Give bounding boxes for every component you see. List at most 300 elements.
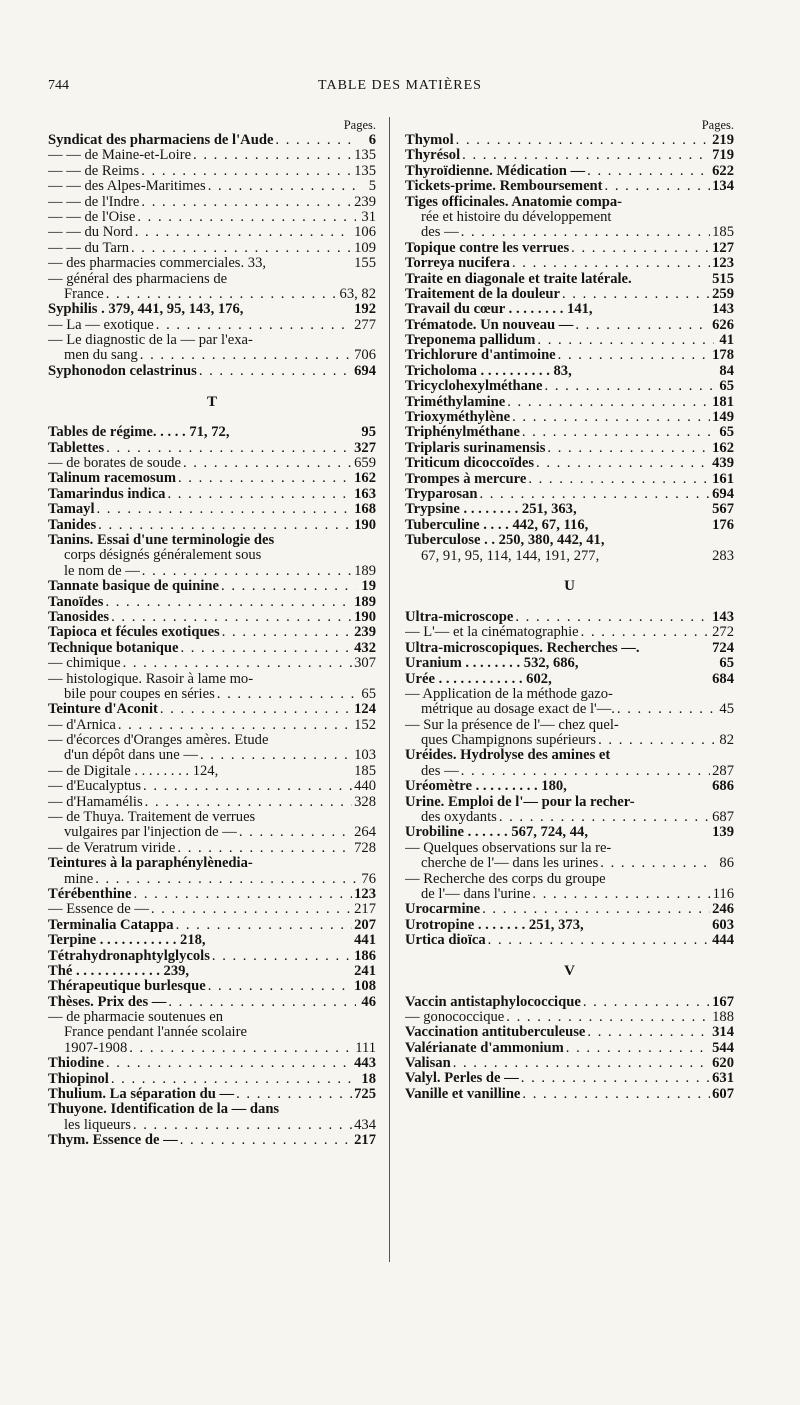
dot-leader <box>123 656 353 671</box>
entry-line <box>48 302 376 317</box>
entry-line <box>48 625 376 640</box>
page-ref: 259 <box>712 286 734 302</box>
entry-text: — L'— et la cinématographie <box>405 625 579 641</box>
entry-text: Talinum racemosum <box>48 471 176 487</box>
page-ref: 432 <box>354 640 376 656</box>
index-entry <box>405 825 734 840</box>
entry-line <box>48 564 376 579</box>
entry-line <box>48 133 376 148</box>
entry-text: le nom de — <box>64 563 140 579</box>
section-letter: V <box>564 962 575 979</box>
entry-text: Tétrahydronaphtylglycols <box>48 948 210 964</box>
entry-line <box>405 333 734 348</box>
entry-line <box>48 656 376 671</box>
entry-text: Ultra-microscope <box>405 609 514 625</box>
section-letter: U <box>564 578 575 595</box>
dot-leader <box>199 364 352 379</box>
page-ref: 217 <box>354 1133 376 1149</box>
index-entry <box>48 595 376 610</box>
entry-line <box>48 241 376 256</box>
entry-text: — — du Nord <box>48 225 133 241</box>
dot-leader <box>145 795 352 810</box>
entry-line <box>405 379 734 394</box>
entry-text: — — de l'Oise <box>48 209 136 225</box>
dot-leader <box>151 902 352 917</box>
entry-line <box>48 1102 376 1117</box>
page-ref: 441 <box>354 933 376 949</box>
entry-text: — d'écorces d'Oranges amères. Etude <box>48 733 269 749</box>
page-ref: 246 <box>712 902 734 918</box>
dot-leader <box>453 1056 710 1071</box>
dot-leader <box>178 471 352 486</box>
index-entry <box>405 287 734 302</box>
dot-leader <box>558 348 710 363</box>
page-ref: 127 <box>712 240 734 256</box>
entry-line <box>405 672 734 687</box>
index-entry <box>48 949 376 964</box>
dot-leader <box>537 333 714 348</box>
entry-text: vulgaires par l'injection de — <box>64 825 237 841</box>
entry-text: Thé . . . . . . . . . . . . 239, <box>48 963 190 979</box>
entry-line <box>48 979 376 994</box>
index-entry <box>48 441 376 456</box>
entry-text: Urine. Emploi de l'— pour la recher- <box>405 794 635 810</box>
page-ref: 19 <box>361 579 376 595</box>
page-ref: 287 <box>712 763 734 779</box>
page-ref: 106 <box>354 225 376 241</box>
entry-line <box>405 364 734 379</box>
entry-line <box>405 456 734 471</box>
index-entry <box>405 918 734 933</box>
index-entry <box>48 456 376 471</box>
page-ref: 168 <box>354 502 376 518</box>
entry-text: — de Thuya. Traitement de verrues <box>48 810 256 826</box>
entry-line <box>405 887 734 902</box>
index-entry <box>405 841 734 872</box>
entry-line <box>48 364 376 379</box>
entry-text: — Sur la présence de l'— chez quel- <box>405 717 619 733</box>
entry-line <box>48 148 376 163</box>
dot-leader <box>106 441 352 456</box>
page-ref: 283 <box>712 548 734 564</box>
entry-line <box>405 918 734 933</box>
entry-line <box>405 272 734 287</box>
page-ref: 443 <box>354 1056 376 1072</box>
dot-leader <box>522 1087 710 1102</box>
entry-text: Thiodine <box>48 1056 104 1072</box>
index-entry <box>48 487 376 502</box>
page-ref: 434 <box>354 1117 376 1133</box>
index-entry <box>48 1102 376 1133</box>
page-ref: 103 <box>354 748 376 764</box>
index-entry <box>405 441 734 456</box>
entry-text: Tapioca et fécules exotiques <box>48 625 220 641</box>
page-ref: 162 <box>354 471 376 487</box>
entry-line <box>405 1041 734 1056</box>
index-entry <box>48 425 376 440</box>
index-entry <box>405 241 734 256</box>
index-entry <box>405 1087 734 1102</box>
index-entry <box>48 579 376 594</box>
page-ref: 327 <box>354 440 376 456</box>
entry-text: Triméthylamine <box>405 394 506 410</box>
page-ref: 186 <box>354 948 376 964</box>
page-ref: 149 <box>712 410 734 426</box>
page-ref: 241 <box>354 963 376 979</box>
index-entry <box>405 333 734 348</box>
entry-line <box>405 549 734 564</box>
entry-text: cherche de l'— dans les urines <box>421 856 599 872</box>
dot-leader <box>142 564 352 579</box>
entry-text: Tanosides <box>48 609 110 625</box>
dot-leader <box>587 164 710 179</box>
entry-text: d'un dépôt dans une — <box>64 748 198 764</box>
entry-line <box>405 1087 734 1102</box>
entry-text: les liqueurs <box>64 1117 131 1133</box>
dot-leader <box>118 718 352 733</box>
entry-text: métrique au dosage exact de l'—. <box>421 702 615 718</box>
dot-leader <box>168 995 356 1010</box>
entry-text: des oxydants <box>421 810 497 826</box>
page-ref: 6 <box>368 133 376 148</box>
page-ref: 65 <box>719 656 734 672</box>
entry-line <box>405 164 734 179</box>
entry-text: Thyrésol <box>405 148 461 164</box>
index-entry <box>405 472 734 487</box>
entry-text: — chimique <box>48 656 121 672</box>
dot-leader <box>515 610 710 625</box>
page-ref: 63, 82 <box>339 286 376 302</box>
entry-line <box>48 441 376 456</box>
index-entry <box>48 225 376 240</box>
page-ref: 277 <box>354 317 376 333</box>
page-ref: 5 <box>368 179 376 195</box>
index-entry <box>405 502 734 517</box>
index-entry <box>48 364 376 379</box>
index-entry <box>405 748 734 779</box>
page-ref: 192 <box>354 302 376 318</box>
dot-leader <box>562 287 710 302</box>
dot-leader <box>462 148 710 163</box>
entry-text: Triticum dicoccoïdes <box>405 456 535 472</box>
page-ref: 163 <box>354 486 376 502</box>
entry-text: Ultra-microscopiques. Recherches —. <box>405 640 640 656</box>
entry-text: Tannate basique de quinine <box>48 579 220 595</box>
entry-line <box>48 179 376 194</box>
entry-line <box>48 195 376 210</box>
index-entry <box>48 733 376 764</box>
left-column <box>48 117 376 1149</box>
dot-leader <box>600 856 714 871</box>
dot-leader <box>617 702 714 717</box>
entry-line <box>405 195 734 210</box>
index-entry <box>405 902 734 917</box>
entry-text: Terpine . . . . . . . . . . . 218, <box>48 933 206 949</box>
index-entry <box>48 533 376 579</box>
entry-text: Tablettes <box>48 440 105 456</box>
entry-text: Vaccination antituberculeuse <box>405 1025 586 1041</box>
dot-leader <box>507 395 710 410</box>
dot-leader <box>193 148 352 163</box>
entry-text: 1907-1908 <box>64 1040 128 1056</box>
index-entry <box>48 333 376 364</box>
index-entry <box>405 395 734 410</box>
page-ref: 124 <box>354 702 376 718</box>
entry-text: Uréides. Hydrolyse des amines et <box>405 748 611 764</box>
dot-leader <box>137 210 356 225</box>
index-entry <box>405 410 734 425</box>
entry-line <box>405 1010 734 1025</box>
entry-line <box>48 995 376 1010</box>
dot-leader <box>461 764 710 779</box>
entry-line <box>405 502 734 517</box>
entry-line <box>405 718 734 733</box>
entry-line <box>48 641 376 656</box>
index-entry <box>405 133 734 148</box>
index-entry <box>405 425 734 440</box>
page-ref: 46 <box>361 994 376 1010</box>
page-ref: 239 <box>354 625 376 641</box>
index-entry <box>405 348 734 363</box>
entry-text: rée et histoire du développement <box>421 209 612 225</box>
entry-line <box>48 487 376 502</box>
entry-line <box>405 148 734 163</box>
entry-line <box>405 472 734 487</box>
entry-line <box>48 825 376 840</box>
dot-leader <box>575 318 710 333</box>
index-entry <box>405 672 734 687</box>
dot-leader <box>571 241 710 256</box>
entry-line <box>405 518 734 533</box>
index-entry <box>48 241 376 256</box>
index-entry <box>48 656 376 671</box>
entry-text: Teinture d'Aconit <box>48 702 158 718</box>
entry-line <box>405 395 734 410</box>
dot-leader <box>129 1041 353 1056</box>
entry-text: Topique contre les verrues <box>405 240 570 256</box>
entry-line <box>48 733 376 748</box>
entry-text: Thymol <box>405 133 454 148</box>
page-ref: 694 <box>712 486 734 502</box>
index-entry <box>405 318 734 333</box>
entry-line <box>48 856 376 871</box>
entry-line <box>48 902 376 917</box>
entry-text: Travail du cœur . . . . . . . . 141, <box>405 302 593 318</box>
page-ref: 65 <box>719 425 734 441</box>
dot-leader <box>536 456 710 471</box>
entry-text: — de Digitale . . . . . . . . 124, <box>48 763 219 779</box>
index-entry <box>405 610 734 625</box>
entry-text: — — de l'Indre <box>48 194 140 210</box>
index-entry <box>405 718 734 749</box>
entry-text: bile pour coupes en séries <box>64 686 215 702</box>
entry-text: France pendant l'année scolaire <box>64 1025 247 1041</box>
index-entry <box>405 795 734 826</box>
entry-line <box>405 287 734 302</box>
entry-text: Uranium . . . . . . . . 532, 686, <box>405 656 579 672</box>
dot-leader <box>587 1025 710 1040</box>
index-entry <box>405 779 734 794</box>
entry-line <box>48 702 376 717</box>
entry-text: men du sang <box>64 348 138 364</box>
page-ref: 684 <box>712 671 734 687</box>
entry-line <box>405 687 734 702</box>
index-entry <box>48 918 376 933</box>
page-ref: 108 <box>354 979 376 995</box>
entry-line <box>48 718 376 733</box>
dot-leader <box>208 979 352 994</box>
entry-text: Thulium. La séparation du — <box>48 1087 235 1103</box>
index-entry <box>48 272 376 303</box>
page-ref: 181 <box>712 394 734 410</box>
entry-text: Trypsine . . . . . . . . 251, 363, <box>405 502 577 518</box>
index-entry <box>48 702 376 717</box>
dot-leader <box>180 641 352 656</box>
index-entry <box>405 995 734 1010</box>
dot-leader <box>528 472 710 487</box>
dot-leader <box>221 579 356 594</box>
index-entry <box>48 1010 376 1056</box>
dot-leader <box>134 887 353 902</box>
dot-leader <box>236 1087 352 1102</box>
page-ref: 188 <box>712 1009 734 1025</box>
page-ref: 18 <box>361 1071 376 1087</box>
entry-line <box>405 179 734 194</box>
entry-line <box>405 425 734 440</box>
page-ref: 444 <box>712 933 734 949</box>
entry-line <box>48 841 376 856</box>
dot-leader <box>111 1072 356 1087</box>
entry-text: — — des Alpes-Maritimes <box>48 179 206 195</box>
entry-line <box>405 133 734 148</box>
page-ref: 86 <box>719 856 734 872</box>
dot-leader <box>98 518 352 533</box>
entry-text: Torreya nucifera <box>405 256 510 272</box>
entry-line <box>405 779 734 794</box>
page-ref: 84 <box>719 363 734 379</box>
dot-leader <box>239 825 352 840</box>
dot-leader <box>583 995 710 1010</box>
entry-text: Vanille et vanilline <box>405 1086 521 1102</box>
dot-leader <box>141 164 352 179</box>
page-ref: 307 <box>354 656 376 672</box>
index-entry <box>405 379 734 394</box>
page-ref: 123 <box>712 256 734 272</box>
entry-line <box>405 872 734 887</box>
entry-line <box>48 1010 376 1025</box>
dot-leader <box>598 733 714 748</box>
index-entry <box>48 979 376 994</box>
entry-text: Trioxyméthylène <box>405 410 511 426</box>
entry-text: mine <box>64 871 94 887</box>
entry-line <box>405 995 734 1010</box>
page-ref: 189 <box>354 563 376 579</box>
page-ref: 82 <box>719 733 734 749</box>
page-ref: 76 <box>361 871 376 887</box>
dot-leader <box>217 687 356 702</box>
entry-text: Tanoïdes <box>48 594 104 610</box>
index-entry <box>48 164 376 179</box>
page-ref: 167 <box>712 994 734 1010</box>
page-ref: 111 <box>355 1040 376 1056</box>
entry-text: Urtica dioïca <box>405 933 486 949</box>
entry-text: Thym. Essence de — <box>48 1133 178 1149</box>
entry-text: Terminalia Catappa <box>48 917 174 933</box>
dot-leader <box>506 1010 710 1025</box>
entry-line <box>48 518 376 533</box>
index-entry <box>48 210 376 225</box>
entry-line <box>48 1072 376 1087</box>
entry-line <box>405 1025 734 1040</box>
entry-line <box>48 579 376 594</box>
entry-text: Syphonodon celastrinus <box>48 363 197 379</box>
index-entry <box>405 364 734 379</box>
entry-text: Syndicat des pharmaciens de l'Aude <box>48 133 274 148</box>
page-ref: 515 <box>712 271 734 287</box>
dot-leader <box>180 1133 352 1148</box>
entry-line <box>48 1041 376 1056</box>
page-ref: 155 <box>354 256 376 272</box>
entry-text: — de Veratrum viride <box>48 840 176 856</box>
page-ref: 189 <box>354 594 376 610</box>
index-entry <box>405 164 734 179</box>
entry-line <box>48 964 376 979</box>
page-ref: 631 <box>712 1071 734 1087</box>
entry-line <box>48 687 376 702</box>
entry-line <box>48 471 376 486</box>
index-entry <box>48 518 376 533</box>
dot-leader <box>106 287 338 302</box>
entry-line <box>48 933 376 948</box>
page-ref: 728 <box>354 840 376 856</box>
entry-text: Traite en diagonale et traite latérale. <box>405 271 632 287</box>
entry-text: Trompes à mercure <box>405 471 527 487</box>
page-ref: 725 <box>354 1087 376 1103</box>
index-entry <box>48 641 376 656</box>
index-entry <box>48 779 376 794</box>
entry-line <box>405 933 734 948</box>
page-ref: 719 <box>712 148 734 164</box>
entry-line <box>48 810 376 825</box>
dot-leader <box>143 779 352 794</box>
section-letter: T <box>206 393 217 410</box>
entry-line <box>405 441 734 456</box>
dot-leader <box>605 179 711 194</box>
entry-text: Tuberculine . . . . 442, 67, 116, <box>405 517 589 533</box>
page-ref: 109 <box>354 240 376 256</box>
entry-line <box>405 533 734 548</box>
entry-line <box>405 225 734 240</box>
entry-text: Trichlorure d'antimoine <box>405 348 556 364</box>
entry-line <box>48 610 376 625</box>
index-entry <box>405 687 734 718</box>
index-entry <box>48 1072 376 1087</box>
dot-leader <box>461 225 710 240</box>
entry-text: — — de Reims <box>48 163 140 179</box>
dot-leader <box>141 195 352 210</box>
entry-text: Valyl. Perles de — <box>405 1071 519 1087</box>
entry-line <box>48 872 376 887</box>
page-ref: 607 <box>712 1086 734 1102</box>
entry-line <box>48 887 376 902</box>
entry-line <box>405 764 734 779</box>
entry-text: — d'Hamamélis <box>48 794 143 810</box>
page-ref: 152 <box>354 717 376 733</box>
page-ref: 65 <box>719 379 734 395</box>
entry-line <box>48 333 376 348</box>
pages-heading: Pages. <box>701 118 734 132</box>
page-ref: 694 <box>354 363 376 379</box>
